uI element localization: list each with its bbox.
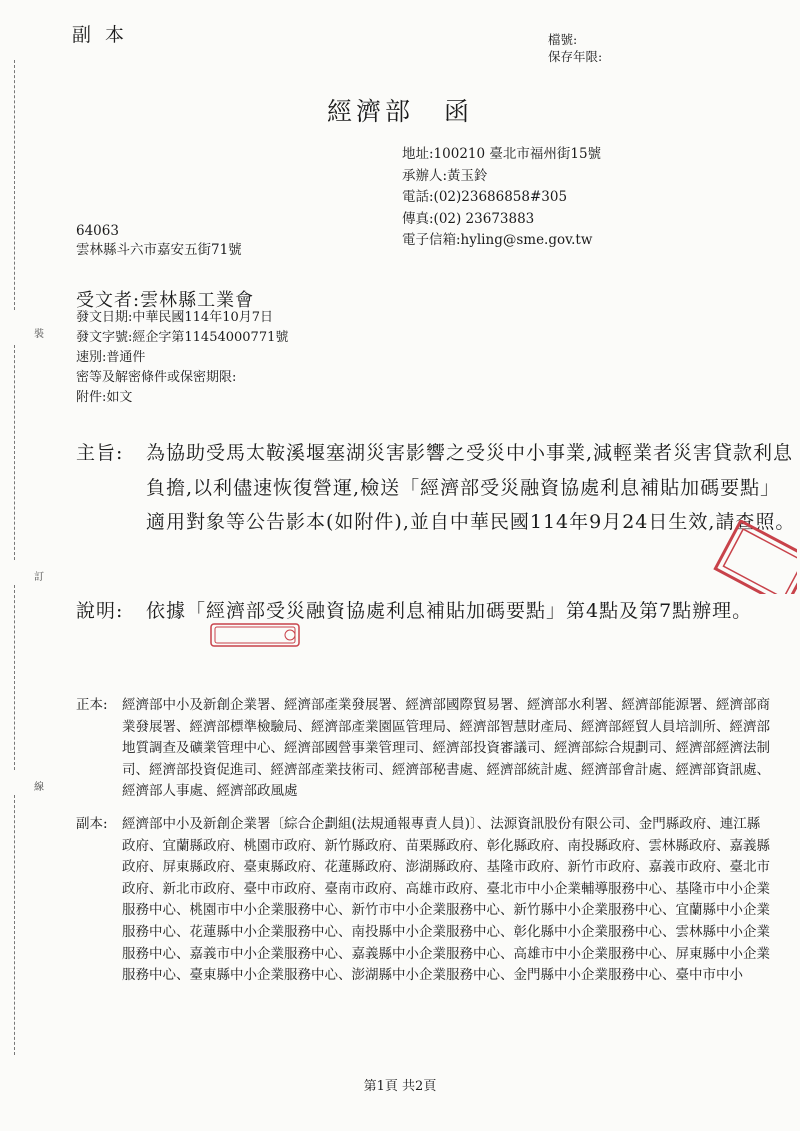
- postal-code: 64063: [76, 223, 119, 239]
- recipient-address: [76, 222, 242, 260]
- official-seal-stamp: [705, 520, 797, 594]
- fax: 傳真:(02) 23673883: [402, 210, 535, 227]
- recipient: 受文者:雲林縣工業會: [76, 290, 255, 311]
- attachment: 附件:如文: [76, 390, 133, 405]
- main-recipients-text: 經濟部中小及新創企業署、經濟部產業發展署、經濟部國際貿易署、經濟部水利署、經濟部能源署、經濟部商業發展署、經濟部標準檢驗局、經濟部產業園區管理局、經濟部智慧財產局、經濟部經貿人員培訓所、經濟部地質調查及礦業管理中心、經濟部國營事業管理司、經濟部投資審議司、經濟部綜合規劃司、經濟部經濟法制司、經濟部投資促進司、經濟部產業技術司、經濟部秘書處、經濟部統計處、經濟部會計處、經濟部資訊處、經濟部人事處、經濟部政風處: [122, 697, 770, 800]
- speed: 速別:普通件: [76, 350, 146, 365]
- document-number: 發文字號:經企字第11454000771號: [76, 330, 289, 345]
- binding-mark: 裝: [34, 329, 44, 340]
- inline-seal-stamp: [210, 622, 300, 648]
- agency-name: 經濟部: [326, 97, 414, 126]
- contact-block: [402, 144, 601, 252]
- explanation-label: 說明:: [76, 600, 124, 622]
- doc-type: 函: [444, 97, 474, 126]
- binding-mark: 訂: [34, 572, 44, 583]
- email[interactable]: 電子信箱:hyling@sme.gov.tw: [402, 232, 593, 248]
- street-address: 雲林縣斗六市嘉安五街71號: [76, 242, 242, 258]
- file-number-label: 檔號:: [548, 32, 578, 47]
- binding-line: [14, 585, 16, 770]
- main-recipients-label: 正本:: [76, 697, 108, 713]
- subject-label: 主旨:: [76, 442, 124, 464]
- subject-text: 為協助受馬太鞍溪堰塞湖災害影響之受災中小事業,減輕業者災害貸款利息負擔,以利儘速恢復營運,檢送「經濟部受災融資協處利息補貼加碼要點」適用對象等公告影本(如附件),並自中華民國114年9月24日生效,請查照。: [146, 442, 796, 533]
- retention-label: 保存年限:: [548, 49, 603, 64]
- page-number: 第1頁 共2頁: [363, 1079, 437, 1094]
- binding-mark: 線: [34, 782, 44, 793]
- copy-recipients-label: 副本:: [76, 816, 108, 832]
- handler: 承辦人:黃玉鈴: [402, 167, 488, 184]
- confidentiality: 密等及解密條件或保密期限:: [76, 370, 237, 385]
- copy-label: 副本: [72, 24, 139, 46]
- copy-recipients-text: 經濟部中小及新創企業署〔綜合企劃組(法規通報專責人員)〕、法源資訊股份有限公司、金門縣政府、連江縣政府、宜蘭縣政府、桃園市政府、新竹縣政府、苗栗縣政府、彰化縣政府、南投縣政府、雲林縣政府、嘉義縣政府、屏東縣政府、臺東縣政府、花蓮縣政府、澎湖縣政府、基隆市政府、新竹市政府、嘉義市政府、臺北市政府、新北市政府、臺中市政府、臺南市政府、高雄市政府、臺北市中小企業輔導服務中心、基隆市中小企業服務中心、桃園市中小企業服務中心、新竹市中小企業服務中心、新竹縣中小企業服務中心、宜蘭縣中小企業服務中心、花蓮縣中小企業服務中心、南投縣中小企業服務中心、彰化縣中小企業服務中心、雲林縣中小企業服務中心、嘉義市中小企業服務中心、嘉義縣中小企業服務中心、高雄市中小企業服務中心、屏東縣中小企業服務中心、臺東縣中小企業服務中心、澎湖縣中小企業服務中心、金門縣中小企業服務中心、臺中市中小: [122, 816, 770, 984]
- explanation-text: 依據「經濟部受災融資協處利息補貼加碼要點」第4點及第7點辦理。: [146, 600, 753, 622]
- address: 地址:100210 臺北市福州街15號: [402, 146, 602, 162]
- file-info: [548, 31, 602, 65]
- phone: 電話:(02)23686858#305: [402, 189, 568, 205]
- issue-date: 發文日期:中華民國114年10月7日: [76, 310, 274, 325]
- document-title: [0, 92, 800, 128]
- document-meta: [76, 308, 288, 408]
- binding-line: [14, 795, 16, 1055]
- binding-line: [14, 345, 16, 560]
